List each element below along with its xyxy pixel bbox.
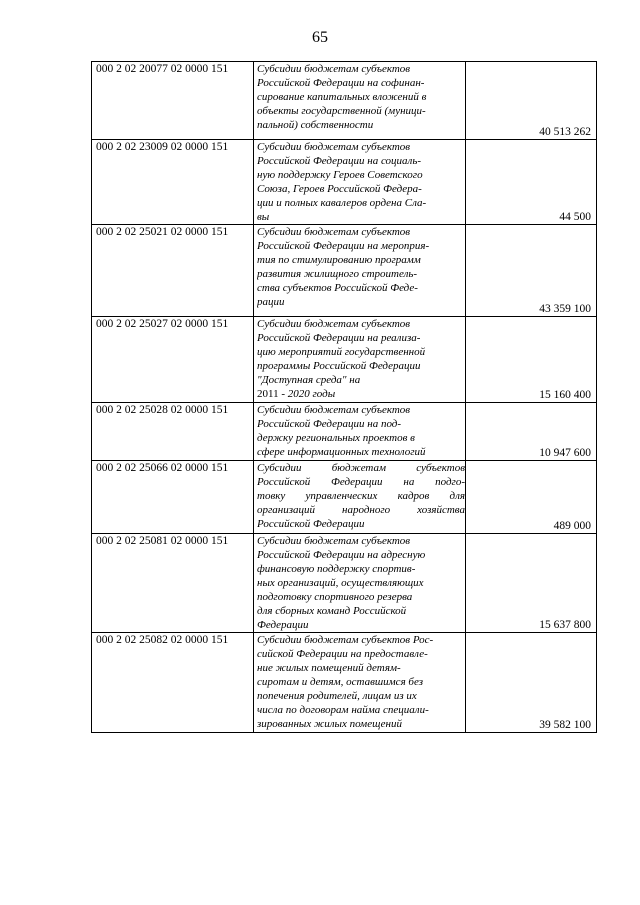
description-line: Субсидии бюджетам субъектов bbox=[257, 63, 411, 75]
description-line: Союза, Героев Российской Федера- bbox=[257, 183, 422, 195]
budget-code-cell: 000 2 02 25028 02 0000 151 bbox=[92, 403, 254, 461]
description-cell bbox=[254, 461, 466, 534]
description-cell bbox=[254, 140, 466, 225]
table-row bbox=[92, 403, 597, 461]
description-line: Субсидии бюджетам субъектов bbox=[257, 318, 411, 330]
description-line: финансовую поддержку спортив- bbox=[257, 563, 416, 575]
description-line: пальной) собственности bbox=[257, 119, 374, 131]
description-line: организаций народного хозяйства bbox=[257, 504, 465, 516]
description-cell bbox=[254, 62, 466, 140]
description-cell bbox=[254, 534, 466, 633]
description-line: Российской Федерации bbox=[257, 518, 365, 530]
budget-code-cell: 000 2 02 25066 02 0000 151 bbox=[92, 461, 254, 534]
budget-code-cell: 000 2 02 20077 02 0000 151 bbox=[92, 62, 254, 140]
description-line: ства субъектов Российской Феде- bbox=[257, 282, 418, 294]
description-line: рации bbox=[257, 296, 285, 308]
description-cell bbox=[254, 225, 466, 317]
description-line: для сборных команд Российской bbox=[257, 605, 407, 617]
description-line: Субсидии бюджетам субъектов Рос- bbox=[257, 634, 434, 646]
description-line: Российской Федерации на под- bbox=[257, 418, 402, 430]
table-row bbox=[92, 633, 597, 733]
amount-cell: 43 359 100 bbox=[466, 225, 597, 317]
description-line: держку региональных проектов в bbox=[257, 432, 415, 444]
description-line: Субсидии бюджетам субъектов bbox=[257, 141, 411, 153]
description-line: ние жилых помещений детям- bbox=[257, 662, 401, 674]
amount-cell: 40 513 262 bbox=[466, 62, 597, 140]
description-line: "Доступная среда" на bbox=[257, 374, 361, 386]
amount-cell: 15 637 800 bbox=[466, 534, 597, 633]
description-line: Субсидии бюджетам субъектов bbox=[257, 226, 411, 238]
budget-code-cell: 000 2 02 25027 02 0000 151 bbox=[92, 317, 254, 403]
amount-cell: 39 582 100 bbox=[466, 633, 597, 733]
description-line: Российской Федерации на мероприя- bbox=[257, 240, 430, 252]
table-row bbox=[92, 225, 597, 317]
description-line: ции и полных кавалеров ордена Сла- bbox=[257, 197, 427, 209]
page-number: 65 bbox=[312, 29, 328, 46]
table-row bbox=[92, 140, 597, 225]
description-line: цию мероприятий государственной bbox=[257, 346, 426, 358]
description-line: Российской Федерации на реализа- bbox=[257, 332, 421, 344]
description-line: Российской Федерации на социаль- bbox=[257, 155, 422, 167]
budget-code-cell: 000 2 02 25081 02 0000 151 bbox=[92, 534, 254, 633]
description-line: вы bbox=[257, 211, 270, 223]
description-line: ных организаций, осуществляющих bbox=[257, 577, 424, 589]
amount-cell: 489 000 bbox=[466, 461, 597, 534]
description-line: числа по договорам найма специали- bbox=[257, 704, 429, 716]
description-line: подготовку спортивного резерва bbox=[257, 591, 413, 603]
description-line: Субсидии бюджетам субъектов bbox=[257, 404, 411, 416]
budget-code-cell: 000 2 02 25082 02 0000 151 bbox=[92, 633, 254, 733]
description-line: ную поддержку Героев Советского bbox=[257, 169, 423, 181]
description-cell bbox=[254, 403, 466, 461]
description-line: сирование капитальных вложений в bbox=[257, 91, 427, 103]
amount-cell: 10 947 600 bbox=[466, 403, 597, 461]
description-line: объекты государственной (муници- bbox=[257, 105, 426, 117]
amount-cell: 44 500 bbox=[466, 140, 597, 225]
table-row bbox=[92, 534, 597, 633]
table-row bbox=[92, 461, 597, 534]
description-line: развития жилищного строитель- bbox=[257, 268, 418, 280]
table-row bbox=[92, 317, 597, 403]
table-body bbox=[92, 62, 597, 733]
description-line: попечения родителей, лицам из их bbox=[257, 690, 417, 702]
description-line: Федерации bbox=[257, 619, 309, 631]
budget-code-cell: 000 2 02 23009 02 0000 151 bbox=[92, 140, 254, 225]
description-line: тия по стимулированию программ bbox=[257, 254, 421, 266]
description-line: Российской Федерации на адресную bbox=[257, 549, 426, 561]
description-line: сийской Федерации на предоставле- bbox=[257, 648, 428, 660]
description-line: сфере информационных технологий bbox=[257, 446, 426, 458]
description-line: программы Российской Федерации bbox=[257, 360, 421, 372]
table-row bbox=[92, 62, 597, 140]
budget-code-cell: 000 2 02 25021 02 0000 151 bbox=[92, 225, 254, 317]
description-line: Субсидии бюджетам субъектов bbox=[257, 462, 465, 474]
budget-table bbox=[91, 61, 597, 733]
description-line: Российской Федерации на софинан- bbox=[257, 77, 425, 89]
description-line: 2011 - 2020 годы bbox=[257, 388, 336, 400]
description-line: товку управленческих кадров для bbox=[257, 490, 465, 502]
description-line: зированных жилых помещений bbox=[257, 718, 402, 730]
description-cell bbox=[254, 317, 466, 403]
description-line: Российской Федерации на подго- bbox=[257, 476, 465, 488]
amount-cell: 15 160 400 bbox=[466, 317, 597, 403]
description-line: сиротам и детям, оставшимся без bbox=[257, 676, 423, 688]
description-line: Субсидии бюджетам субъектов bbox=[257, 535, 411, 547]
description-cell bbox=[254, 633, 466, 733]
